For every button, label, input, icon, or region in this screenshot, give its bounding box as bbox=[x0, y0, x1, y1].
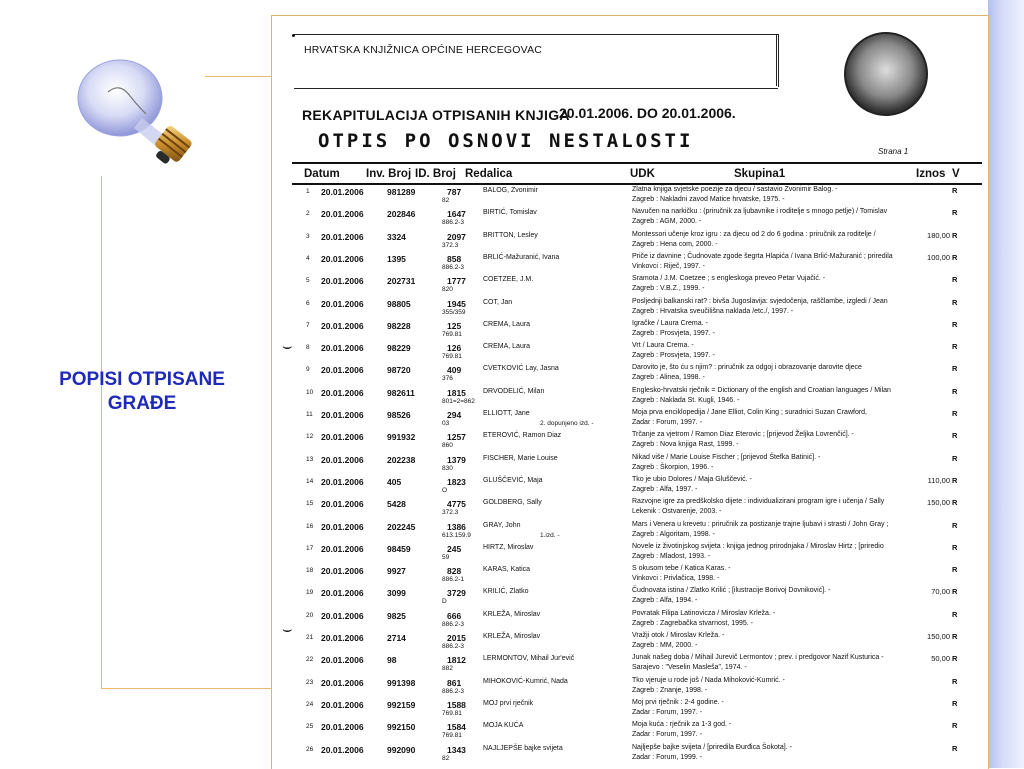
table-row bbox=[272, 475, 988, 497]
table-row bbox=[272, 698, 988, 720]
row-id-broj: 409 bbox=[447, 365, 462, 376]
row-date: 20.01.2006 bbox=[321, 521, 364, 532]
table-row bbox=[272, 586, 988, 608]
row-code: R bbox=[952, 252, 958, 262]
row-date: 20.01.2006 bbox=[321, 365, 364, 376]
row-classification: 376 bbox=[442, 375, 453, 383]
row-inv-broj: 98 bbox=[387, 655, 397, 666]
row-number: 18 bbox=[306, 567, 314, 575]
row-id-broj: 1343 bbox=[447, 744, 466, 755]
row-author: ELLIOTT, Jane bbox=[483, 410, 530, 417]
row-code: R bbox=[952, 319, 958, 329]
header-rule-horizontal bbox=[294, 88, 778, 89]
row-number: 24 bbox=[306, 700, 314, 708]
row-publication: Zagreb : AGM, 2000. - bbox=[632, 218, 702, 226]
row-number: 22 bbox=[306, 656, 314, 664]
row-code: R bbox=[952, 587, 958, 597]
right-gradient-band bbox=[988, 0, 1024, 768]
table-row bbox=[272, 542, 988, 564]
row-id-broj: 4775 bbox=[447, 499, 466, 510]
row-id-broj: 858 bbox=[447, 253, 462, 264]
col-datum: Datum bbox=[304, 168, 340, 180]
row-title: Junak našeg doba / Mihail Jurevič Lermontov ; prev. i predgovor Nazif Kusturica - bbox=[632, 654, 884, 662]
table-row bbox=[272, 185, 988, 207]
row-title: Priče iz davnine ; Čudnovate zgode šegrta Hlapića / Ivana Brlić-Mažuranić ; priredila bbox=[632, 252, 893, 260]
row-publication: Zagreb : Znanje, 1998. - bbox=[632, 686, 708, 694]
row-price: 100,00 bbox=[927, 252, 950, 262]
row-classification: 769.81 bbox=[442, 330, 462, 338]
row-id-broj: 3729 bbox=[447, 588, 466, 599]
row-id-broj: 828 bbox=[447, 566, 462, 577]
table-row bbox=[272, 274, 988, 296]
row-edition: 1.izd. - bbox=[540, 531, 560, 539]
portrait-seal bbox=[844, 32, 928, 116]
row-publication: Lekenik : Ostvarenje, 2003. - bbox=[632, 508, 722, 516]
table-row bbox=[272, 609, 988, 631]
row-date: 20.01.2006 bbox=[321, 633, 364, 643]
row-code: R bbox=[952, 721, 958, 731]
row-classification: 886.2-3 bbox=[442, 643, 465, 650]
row-number: 11 bbox=[306, 411, 313, 418]
row-author: KRLEŽA, Miroslav bbox=[483, 633, 541, 640]
row-title: Navučen na narkičku : (priručnik za ljubavnike i roditelje s mnogo petlje) / Tomislav bbox=[632, 208, 888, 216]
row-author: ETEROVIĆ, Ramon Diaz bbox=[483, 432, 562, 440]
row-title: Mars i Venera u krevetu : priručnik za postizanje trajne ljubavi i strasti / John Gray ; bbox=[632, 520, 889, 528]
row-code: R bbox=[952, 498, 958, 508]
row-id-broj: 2097 bbox=[447, 231, 466, 242]
row-publication: Zagreb : Algoritam, 1998. - bbox=[632, 530, 715, 538]
row-author: CVETKOVIĆ Lay, Jasna bbox=[483, 365, 559, 373]
row-title: Posljednji balkanski rat? : bivša Jugoslavija: svjedočenja, raščlambe, izgledi / Jean bbox=[632, 297, 888, 305]
row-date: 20.01.2006 bbox=[321, 744, 364, 755]
row-code: R bbox=[952, 609, 958, 619]
row-date: 20.01.2006 bbox=[321, 722, 364, 733]
row-classification: 886.2-3 bbox=[442, 620, 465, 628]
row-code: R bbox=[952, 676, 958, 686]
row-code: R bbox=[952, 409, 958, 418]
row-title: Moja prva enciklopedija / Jane Elliot, Colin King ; suradnici Suzan Crawford, bbox=[632, 409, 868, 416]
row-date: 20.01.2006 bbox=[321, 387, 364, 398]
row-inv-broj: 98229 bbox=[387, 343, 411, 354]
row-id-broj: 294 bbox=[447, 410, 462, 420]
row-code: R bbox=[952, 186, 958, 195]
row-code: R bbox=[952, 698, 958, 708]
row-author: HIRTZ, Miroslav bbox=[483, 543, 534, 551]
table-row bbox=[272, 564, 988, 586]
table-header-line-top bbox=[292, 162, 982, 164]
row-inv-broj: 98228 bbox=[387, 320, 411, 331]
row-publication: Zagreb : Hena com, 2000. - bbox=[632, 240, 718, 248]
row-author: GOLDBERG, Sally bbox=[483, 499, 542, 507]
row-number: 20 bbox=[306, 611, 314, 619]
table-row bbox=[272, 207, 988, 229]
row-edition: 2. dopunjeno izd. - bbox=[540, 420, 594, 427]
row-title: Čudnovata istina / Zlatko Krilić ; [ilustracije Borivoj Dovniković]. - bbox=[632, 587, 831, 595]
row-inv-broj: 98526 bbox=[387, 410, 411, 420]
decor-line-vertical bbox=[101, 176, 102, 688]
row-inv-broj: 3099 bbox=[387, 588, 406, 599]
col-iznos: Iznos bbox=[916, 168, 946, 180]
row-number: 17 bbox=[306, 544, 314, 552]
row-author: LERMONTOV, Mihail Jur'evič bbox=[483, 655, 575, 663]
row-classification: 613.159.9 bbox=[442, 531, 471, 539]
row-id-broj: 1945 bbox=[447, 298, 466, 309]
row-publication: Zagreb : Naklada St. Kugli, 1946. - bbox=[632, 396, 740, 404]
row-id-broj: 125 bbox=[447, 320, 462, 331]
row-classification: 355/359 bbox=[442, 308, 466, 316]
row-inv-broj: 202846 bbox=[387, 209, 416, 220]
check-mark: ⌣ bbox=[282, 336, 293, 355]
row-author: MIHOKOVIĆ-Kumrić, Nada bbox=[483, 677, 568, 685]
row-id-broj: 1823 bbox=[447, 476, 466, 487]
row-id-broj: 1812 bbox=[447, 655, 466, 666]
row-inv-broj: 991932 bbox=[387, 432, 416, 443]
row-author: KRLEŽA, Miroslav bbox=[483, 610, 541, 618]
row-number: 4 bbox=[306, 254, 310, 262]
row-code: R bbox=[952, 275, 958, 285]
row-publication: Vinkovci : Riječ, 1997. - bbox=[632, 262, 706, 270]
row-id-broj: 1647 bbox=[447, 209, 466, 220]
decor-line-top bbox=[205, 76, 271, 77]
row-date: 20.01.2006 bbox=[321, 231, 364, 242]
row-publication: Zagreb : V.B.Z., 1999. - bbox=[632, 285, 705, 293]
row-date: 20.01.2006 bbox=[321, 276, 364, 287]
row-inv-broj: 5428 bbox=[387, 499, 406, 510]
row-publication: Zagreb : Zagrebačka stvarnost, 1995. - bbox=[632, 619, 754, 627]
row-price: 70,00 bbox=[931, 587, 950, 597]
row-number: 21 bbox=[306, 634, 314, 641]
row-title: Nikad više / Marie Louise Fischer ; [prijevod Štefka Batinić]. - bbox=[632, 453, 821, 461]
row-inv-broj: 992090 bbox=[387, 744, 416, 755]
row-code: R bbox=[952, 520, 958, 530]
row-classification: 886.2-3 bbox=[442, 263, 465, 271]
row-price: 110,00 bbox=[927, 475, 950, 485]
row-code: R bbox=[952, 654, 958, 664]
row-id-broj: 245 bbox=[447, 543, 462, 554]
row-publication: Zagreb : Alfa, 1994. - bbox=[632, 597, 698, 605]
row-id-broj: 787 bbox=[447, 187, 462, 197]
row-classification: 372.3 bbox=[442, 241, 459, 249]
row-number: 26 bbox=[306, 745, 314, 753]
row-publication: Zadar : Forum, 1997. - bbox=[632, 708, 703, 716]
row-code: R bbox=[952, 632, 958, 641]
row-title: Moj prvi rječnik : 2-4 godine. - bbox=[632, 698, 724, 706]
header-box bbox=[294, 34, 779, 87]
row-title: S okusom tebe / Katica Karas. - bbox=[632, 565, 731, 573]
row-id-broj: 1584 bbox=[447, 722, 466, 733]
row-number: 8 bbox=[306, 344, 310, 352]
header-rule-vertical bbox=[776, 34, 777, 86]
row-code: R bbox=[952, 364, 958, 374]
row-publication: Zadar : Forum, 1999. - bbox=[632, 753, 703, 761]
row-number: 23 bbox=[306, 678, 314, 686]
row-number: 14 bbox=[306, 477, 314, 485]
row-title: Novele iz životinjskog svijeta : knjiga jednog prirodnjaka / Miroslav Hirtz ; [priredio bbox=[632, 542, 884, 550]
row-number: 9 bbox=[306, 366, 310, 374]
row-id-broj: 1588 bbox=[447, 699, 466, 710]
row-classification: 03 bbox=[442, 420, 450, 427]
row-author: GLUŠČEVIĆ, Maja bbox=[483, 476, 543, 484]
row-publication: Zagreb : Alfa, 1997. - bbox=[632, 485, 698, 493]
row-publication: Zagreb : MM, 2000. - bbox=[632, 642, 698, 649]
report-title: REKAPITULACIJA OTPISANIH KNJIGA bbox=[302, 107, 570, 123]
row-code: R bbox=[952, 475, 958, 485]
table-row bbox=[272, 341, 988, 363]
row-number: 15 bbox=[306, 500, 314, 508]
row-id-broj: 1257 bbox=[447, 432, 466, 443]
row-classification: 860 bbox=[442, 442, 453, 450]
row-title: Razvojne igre za predškolsko dijete : individualizirani program igre i učenja / Sally bbox=[632, 498, 885, 506]
row-title: Vražji otok / Miroslav Krleža. - bbox=[632, 632, 725, 639]
row-code: R bbox=[952, 453, 958, 463]
row-date: 20.01.2006 bbox=[321, 566, 364, 577]
row-author: COT, Jan bbox=[483, 298, 513, 306]
page-label: Strana 1 bbox=[878, 147, 909, 156]
row-classification: 886.2-3 bbox=[442, 687, 465, 695]
row-publication: Zagreb : Hrvatska sveučilišna naklada /etc./, 1997. - bbox=[632, 307, 794, 315]
row-date: 20.01.2006 bbox=[321, 298, 364, 309]
row-publication: Zagreb : Prosvjeta, 1997. - bbox=[632, 352, 715, 360]
scanned-document bbox=[271, 15, 989, 769]
row-publication: Zadar : Forum, 1997. - bbox=[632, 419, 703, 426]
row-date: 20.01.2006 bbox=[321, 543, 364, 554]
row-author: CREMA, Laura bbox=[483, 320, 531, 328]
row-inv-broj: 981289 bbox=[387, 187, 416, 197]
row-classification: 769.81 bbox=[442, 353, 462, 361]
row-title: Vrt / Laura Crema. - bbox=[632, 342, 694, 350]
row-title: Zlatna knjiga svjetske poezije za djecu / sastavio Zvonimir Balog. - bbox=[632, 186, 838, 193]
row-code: R bbox=[952, 431, 958, 441]
row-id-broj: 126 bbox=[447, 343, 462, 354]
row-publication: Zagreb : Prosvjeta, 1997. - bbox=[632, 329, 715, 337]
row-author: BALOG, Zvonimir bbox=[483, 187, 538, 194]
table-row bbox=[272, 743, 988, 765]
row-code: R bbox=[952, 342, 958, 352]
row-author: KRILIĆ, Zlatko bbox=[483, 588, 529, 596]
table-row bbox=[272, 252, 988, 274]
row-price: 150,00 bbox=[927, 632, 950, 641]
table-row bbox=[272, 297, 988, 319]
row-publication: Zadar : Forum, 1997. - bbox=[632, 731, 703, 739]
row-price: 50,00 bbox=[931, 654, 950, 664]
row-code: R bbox=[952, 208, 958, 218]
row-date: 20.01.2006 bbox=[321, 499, 364, 510]
lightbulb-image bbox=[72, 52, 212, 172]
row-number: 3 bbox=[306, 232, 310, 240]
table-row bbox=[272, 520, 988, 542]
row-date: 20.01.2006 bbox=[321, 187, 364, 197]
row-classification: 820 bbox=[442, 286, 453, 294]
row-date: 20.01.2006 bbox=[321, 454, 364, 465]
row-classification: O bbox=[442, 486, 448, 494]
row-date: 20.01.2006 bbox=[321, 320, 364, 331]
row-inv-broj: 982611 bbox=[387, 387, 415, 398]
row-publication: Zagreb : Nakladni zavod Matice hrvatske, 1975. - bbox=[632, 196, 785, 203]
row-date: 20.01.2006 bbox=[321, 343, 364, 354]
row-number: 5 bbox=[306, 277, 310, 285]
row-inv-broj: 9927 bbox=[387, 566, 406, 577]
row-publication: Sarajevo : "Veselin Masleša", 1974. - bbox=[632, 664, 747, 672]
col-id-broj: ID. Broj bbox=[415, 168, 456, 180]
row-number: 19 bbox=[306, 589, 314, 597]
table-row bbox=[272, 497, 988, 519]
table-row bbox=[272, 453, 988, 475]
row-number: 10 bbox=[306, 388, 314, 396]
row-author: DRVODELIĆ, Milan bbox=[483, 387, 545, 395]
row-publication: Zagreb : Mladost, 1993. - bbox=[632, 552, 711, 560]
row-id-broj: 1379 bbox=[447, 454, 466, 465]
row-classification: 886.2-3 bbox=[442, 219, 465, 227]
row-inv-broj: 991398 bbox=[387, 677, 416, 688]
row-date: 20.01.2006 bbox=[321, 476, 364, 487]
table-row bbox=[272, 363, 988, 385]
row-classification: 830 bbox=[442, 464, 453, 472]
row-author: GRAY, John bbox=[483, 521, 521, 529]
row-classification: 372.3 bbox=[442, 509, 459, 517]
row-number: 13 bbox=[306, 455, 314, 463]
row-date: 20.01.2006 bbox=[321, 588, 364, 599]
table-row bbox=[272, 319, 988, 341]
row-inv-broj: 98459 bbox=[387, 543, 411, 554]
row-inv-broj: 405 bbox=[387, 476, 402, 487]
row-publication: Zagreb : Škorpion, 1996. - bbox=[632, 463, 714, 471]
row-classification: 886.2-1 bbox=[442, 576, 465, 584]
col-v: V bbox=[952, 168, 960, 180]
row-inv-broj: 202245 bbox=[387, 521, 416, 532]
row-id-broj: 861 bbox=[447, 677, 462, 688]
row-title: Igračke / Laura Crema. - bbox=[632, 319, 708, 327]
row-inv-broj: 98805 bbox=[387, 298, 411, 309]
row-author: MOJA KUĆA bbox=[483, 722, 524, 730]
row-author: BRLIĆ-Mažuranić, Ivana bbox=[483, 253, 560, 261]
row-number: 7 bbox=[306, 321, 310, 329]
row-author: BRITTON, Lesley bbox=[483, 231, 538, 239]
row-inv-broj: 202731 bbox=[387, 276, 416, 287]
row-classification: 82 bbox=[442, 197, 450, 204]
row-title: Tko je ubio Dolores / Maja Gluščević. - bbox=[632, 475, 752, 483]
row-code: R bbox=[952, 743, 958, 753]
row-id-broj: 2015 bbox=[447, 633, 466, 643]
row-number: 2 bbox=[306, 210, 310, 218]
row-date: 20.01.2006 bbox=[321, 253, 364, 264]
row-price: 150,00 bbox=[927, 498, 950, 508]
row-inv-broj: 3324 bbox=[387, 231, 406, 242]
row-title: Trčanje za vjetrom / Ramon Diaz Eterovic ; [prijevod Željka Lovrenčić]. - bbox=[632, 431, 854, 439]
row-inv-broj: 1395 bbox=[387, 253, 406, 264]
table-row bbox=[272, 386, 988, 408]
row-author: CREMA, Laura bbox=[483, 343, 531, 351]
row-classification: 769.81 bbox=[442, 709, 462, 717]
slide-title: POPISI OTPISANE GRAĐE bbox=[59, 369, 225, 414]
row-number: 16 bbox=[306, 522, 314, 530]
handwritten-note: OTPIS PO OSNOVI NESTALOSTI bbox=[318, 130, 694, 152]
row-title: Povratak Filipa Latinovicza / Miroslav Krleža. - bbox=[632, 609, 776, 617]
row-classification: D bbox=[442, 598, 447, 606]
row-code: R bbox=[952, 565, 958, 575]
table-row bbox=[272, 631, 988, 653]
row-publication: Zagreb : Alinea, 1998. - bbox=[632, 374, 705, 382]
row-title: Tko vjeruje u rode još / Nada Mihoković-Kumrić. - bbox=[632, 676, 785, 684]
row-number: 12 bbox=[306, 433, 314, 441]
row-classification: 82 bbox=[442, 754, 450, 762]
row-code: R bbox=[952, 230, 958, 240]
row-date: 20.01.2006 bbox=[321, 655, 364, 666]
row-inv-broj: 992150 bbox=[387, 722, 416, 733]
row-classification: 801=2=862 bbox=[442, 397, 475, 405]
table-row bbox=[272, 430, 988, 452]
col-udk: UDK bbox=[630, 168, 655, 180]
row-date: 20.01.2006 bbox=[321, 209, 364, 220]
row-classification: 769.81 bbox=[442, 732, 462, 740]
row-inv-broj: 9825 bbox=[387, 610, 406, 621]
row-date: 20.01.2006 bbox=[321, 410, 364, 420]
table-row bbox=[272, 408, 988, 430]
table-row bbox=[272, 676, 988, 698]
row-code: R bbox=[952, 542, 958, 552]
row-title: Najljepše bajke svijeta / [priredila Đurđica Šokota]. - bbox=[632, 743, 792, 751]
row-publication: Zagreb : Nova knjiga Rast, 1999. - bbox=[632, 441, 739, 449]
row-number: 25 bbox=[306, 723, 314, 731]
row-date: 20.01.2006 bbox=[321, 610, 364, 621]
row-id-broj: 666 bbox=[447, 610, 462, 621]
row-author: FISCHER, Marie Louise bbox=[483, 454, 558, 462]
row-author: NAJLJEPŠE bajke svijeta bbox=[483, 744, 563, 752]
library-name: HRVATSKA KNJIŽNICA OPĆINE HERCEGOVAC bbox=[304, 44, 543, 56]
table-row bbox=[272, 230, 988, 252]
row-id-broj: 1777 bbox=[447, 276, 466, 287]
row-author: BIRTIĆ, Tomislav bbox=[483, 209, 537, 217]
report-dates: 20.01.2006. DO 20.01.2006. bbox=[559, 105, 736, 121]
row-classification: 59 bbox=[442, 553, 450, 561]
decor-line-bottom bbox=[101, 688, 271, 689]
row-title: Sramota / J.M. Coetzee ; s engleskoga preveo Petar Vujačić. - bbox=[632, 275, 826, 283]
row-inv-broj: 2714 bbox=[387, 633, 406, 643]
col-redalica: Redalica bbox=[465, 168, 513, 180]
row-inv-broj: 992159 bbox=[387, 699, 416, 710]
row-code: R bbox=[952, 297, 958, 307]
table-row bbox=[272, 653, 988, 675]
row-classification: 882 bbox=[442, 665, 453, 673]
row-title: Darovito je, što ću s njim? : priručnik za odgoj i obrazovanje darovite djece bbox=[632, 364, 862, 372]
row-inv-broj: 202238 bbox=[387, 454, 416, 465]
row-number: 6 bbox=[306, 299, 310, 307]
row-price: 180,00 bbox=[927, 230, 950, 240]
row-id-broj: 1386 bbox=[447, 521, 466, 532]
row-date: 20.01.2006 bbox=[321, 699, 364, 710]
table-row bbox=[272, 720, 988, 742]
col-inv-broj: Inv. Broj bbox=[366, 168, 412, 180]
row-number: 1 bbox=[306, 188, 310, 195]
check-mark: ⌣ bbox=[282, 619, 293, 638]
row-date: 20.01.2006 bbox=[321, 432, 364, 443]
row-date: 20.01.2006 bbox=[321, 677, 364, 688]
row-author: COETZEE, J.M. bbox=[483, 276, 534, 284]
row-code: R bbox=[952, 386, 958, 396]
row-inv-broj: 98720 bbox=[387, 365, 411, 376]
row-title: Englesko-hrvatski rječnik = Dictionary of the english and Croatian languages / Milan bbox=[632, 386, 891, 394]
row-title: Montessori učenje kroz igru : za djecu od 2 do 6 godina : priručnik za roditelje / bbox=[632, 230, 876, 238]
row-id-broj: 1815 bbox=[447, 387, 466, 398]
row-title: Moja kuća : rječnik za 1-3 god. - bbox=[632, 721, 732, 729]
row-publication: Vinkovci : Privlačica, 1998. - bbox=[632, 575, 720, 583]
row-author: KARAS, Katica bbox=[483, 566, 531, 574]
row-author: MOJ prvi rječnik bbox=[483, 699, 534, 707]
col-skupina: Skupina1 bbox=[734, 168, 786, 180]
